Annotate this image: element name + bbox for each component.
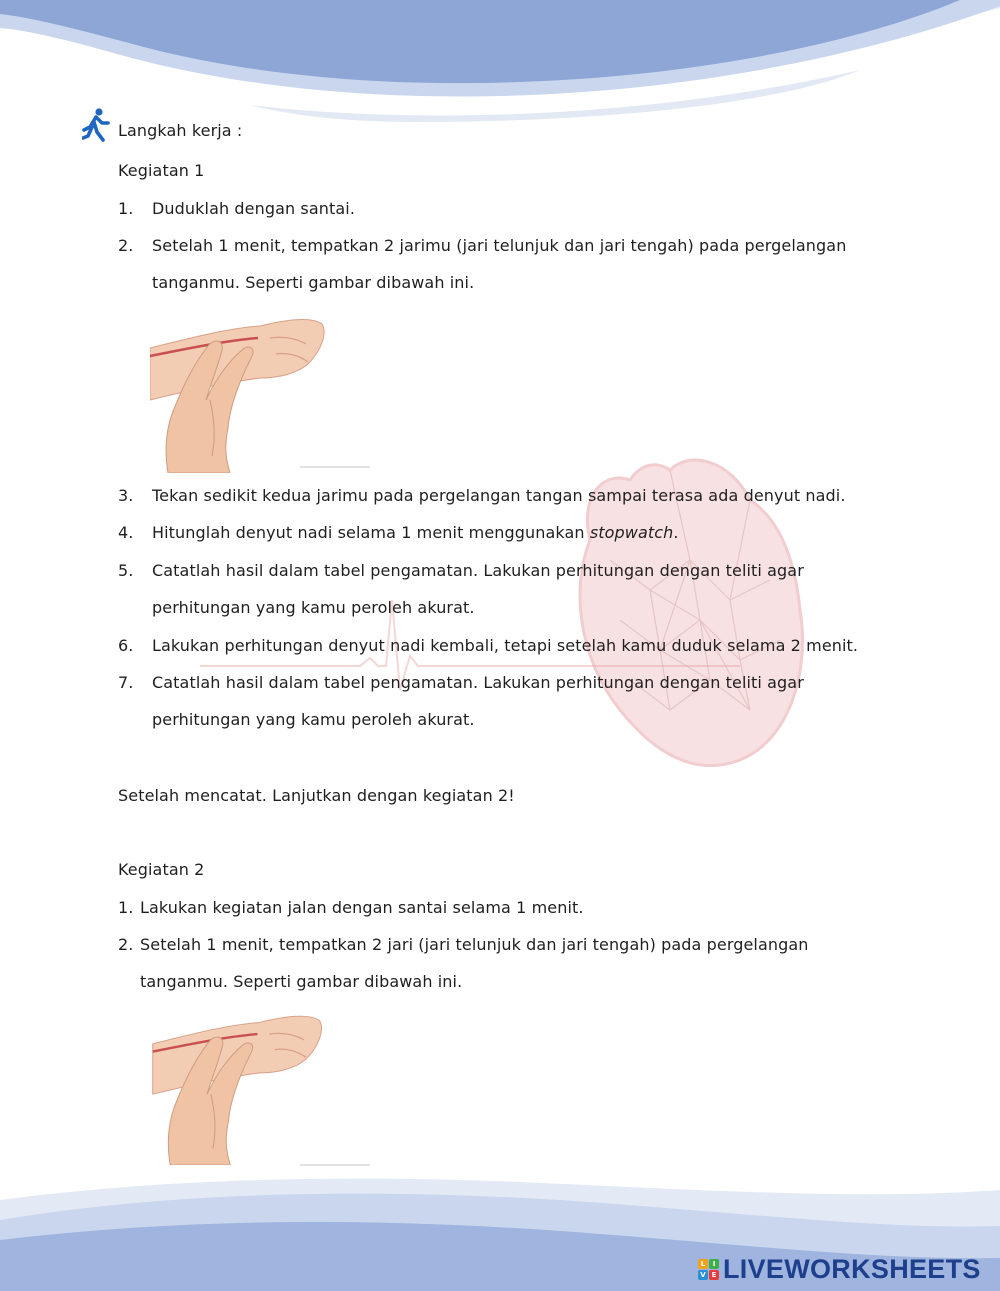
logo-tiles [698,1259,719,1280]
logo-tile: I [709,1259,719,1269]
step-text-italic: stopwatch [589,523,674,542]
logo-tile: V [698,1270,708,1280]
steps-heading: Langkah kerja : [118,121,243,140]
step-text: Lakukan kegiatan jalan dengan santai selama 1 menit. [140,898,584,917]
logo-tile: L [698,1259,708,1269]
activity1-title: Kegiatan 1 [118,161,205,180]
top-wave-decoration [0,0,1000,130]
image-shadow [300,464,370,470]
step-text: Setelah 1 menit, tempatkan 2 jari (jari telunjuk dan jari tengah) pada pergelangan [140,935,809,954]
step-number: 3. [118,486,134,505]
step-number: 2. [118,935,134,954]
step-text-continued: perhitungan yang kamu peroleh akurat. [152,710,475,729]
step-text-continued: tanganmu. Seperti gambar dibawah ini. [140,972,463,991]
step-text: Lakukan perhitungan denyut nadi kembali, tetapi setelah kamu duduk selama 2 menit. [152,636,859,655]
step-number: 6. [118,636,134,655]
activity2-title: Kegiatan 2 [118,860,205,879]
step-text-part: Hitunglah denyut nadi selama 1 menit menggunakan [152,523,590,542]
wrist-pulse-illustration [150,308,330,473]
step-number: 2. [118,236,134,255]
step-text: Duduklah dengan santai. [152,199,356,218]
logo-tile: E [709,1270,719,1280]
liveworksheets-logo[interactable] [698,1254,981,1284]
step-text: Catatlah hasil dalam tabel pengamatan. Lakukan perhitungan dengan teliti agar [152,561,804,580]
step-text-continued: tanganmu. Seperti gambar dibawah ini. [152,273,475,292]
step-text-part: . [673,523,679,542]
step-number: 5. [118,561,134,580]
transition-note: Setelah mencatat. Lanjutkan dengan kegiatan 2! [118,786,515,805]
step-number: 1. [118,199,134,218]
running-person-icon [82,108,110,142]
brand-name: LIVEWORKSHEETS [723,1254,981,1284]
step-text: Setelah 1 menit, tempatkan 2 jarimu (jari telunjuk dan jari tengah) pada pergelangan [152,236,847,255]
step-number: 1. [118,898,134,917]
step-number: 4. [118,523,134,542]
step-text [152,523,679,543]
image-shadow [300,1162,370,1168]
step-text: Catatlah hasil dalam tabel pengamatan. Lakukan perhitungan dengan teliti agar [152,673,804,692]
step-text: Tekan sedikit kedua jarimu pada pergelangan tangan sampai terasa ada denyut nadi. [152,486,846,505]
step-text-continued: perhitungan yang kamu peroleh akurat. [152,598,475,617]
step-number: 7. [118,673,134,692]
wrist-pulse-illustration [150,1005,330,1165]
